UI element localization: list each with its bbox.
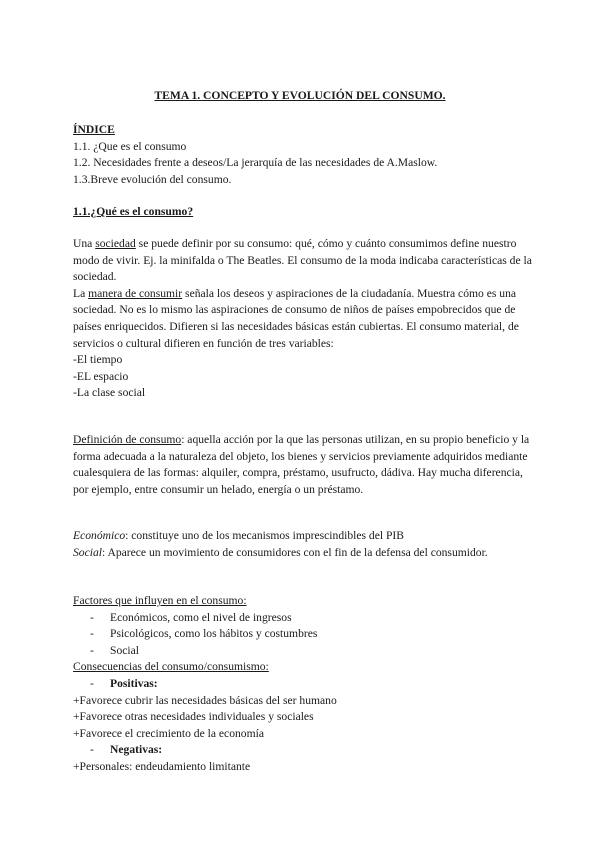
text-run: señala los deseos y aspiraciones de la ciudadanía. Muestra cómo es una sociedad. No es lo mismo las aspiraciones de consumo de niños de países empobrecidos que de países enriquecidos. Difieren si las necesidades básicas están cubiertas. El consumo material, de servicios o cultural difieren en función de tres variables:	[73, 286, 519, 350]
factor-text: Social	[110, 643, 139, 657]
dash-marker: -	[90, 610, 94, 624]
term-economico: Económico	[73, 529, 126, 542]
dash-marker: -	[90, 676, 94, 690]
definition-paragraph	[73, 432, 533, 498]
term-sociedad: sociedad	[95, 237, 136, 250]
factor-item	[73, 610, 533, 627]
text-run: La	[73, 286, 89, 300]
factor-text: Económicos, como el nivel de ingresos	[110, 610, 292, 624]
index-item: 1.1. ¿Que es el consumo	[73, 139, 187, 153]
paragraph	[73, 286, 533, 352]
negative-label-item	[73, 742, 533, 759]
index-heading: ÍNDICE	[73, 123, 115, 136]
text-run: : aquella acción por la que las personas utilizan, en su propio beneficio y la forma adecuada a la naturaleza del objeto, los bienes y servicios previamente adquiridos mediante cualesquiera de las formas: alquiler, compra, préstamo, usufructo, dádiva. Hay mucha diferencia, por ejemplo, entre consumir un helado, energía o un préstamo.	[73, 433, 530, 496]
factor-item	[73, 626, 533, 643]
paragraph	[73, 432, 533, 498]
term-definicion: Definición de consumo	[73, 433, 182, 446]
section-heading-block	[73, 204, 533, 221]
consequences-heading: Consecuencias del consumo/consumismo:	[73, 660, 269, 674]
paragraph	[73, 545, 533, 562]
paragraph-sociedad	[73, 236, 533, 402]
text-run: Una	[73, 237, 96, 250]
positive-item: +Favorece el crecimiento de la economía	[73, 726, 264, 740]
negative-label: Negativas:	[110, 743, 163, 757]
variable-item: -EL espacio	[73, 369, 129, 383]
negative-item: +Personales: endeudamiento limitante	[73, 759, 251, 773]
factor-item	[73, 643, 533, 660]
term-manera-de-consumir: manera de consumir	[88, 286, 183, 300]
text-run: : constituye uno de los mecanismos imprescindibles del PIB	[125, 529, 405, 542]
index-section	[73, 122, 533, 188]
positive-item: +Favorece otras necesidades individuales y sociales	[73, 710, 314, 724]
text-run: : Aparece un movimiento de consumidores con el fin de la defensa del consumidor.	[101, 545, 488, 559]
factor-text: Psicológicos, como los hábitos y costumbres	[110, 627, 318, 641]
term-social: Social	[73, 545, 102, 559]
positive-label: Positivas:	[110, 676, 158, 690]
text-run: se puede definir por su consumo: qué, cómo y cuánto consumimos define nuestro modo de vivir. Ej. la minifalda o The Beatles. El consumo de la moda indicaba características de la sociedad.	[73, 237, 532, 284]
dash-marker: -	[90, 743, 94, 757]
aspects-paragraph	[73, 528, 533, 561]
factors-heading: Factores que influyen en el consumo:	[73, 594, 247, 607]
factors-section	[73, 593, 533, 776]
section-heading: 1.1.¿Qué es el consumo?	[73, 205, 194, 218]
variable-item: -El tiempo	[73, 353, 123, 367]
index-item: 1.3.Breve evolución del consumo.	[73, 172, 232, 186]
document-title: TEMA 1. CONCEPTO Y EVOLUCIÓN DEL CONSUMO.	[154, 89, 446, 102]
index-item: 1.2. Necesidades frente a deseos/La jerarquía de las necesidades de A.Maslow.	[73, 156, 438, 170]
paragraph	[73, 528, 533, 545]
dash-marker: -	[90, 627, 94, 641]
paragraph	[73, 236, 533, 286]
variable-item: -La clase social	[73, 386, 146, 400]
dash-marker: -	[90, 643, 94, 657]
positive-item: +Favorece cubrir las necesidades básicas del ser humano	[73, 693, 337, 707]
positive-label-item	[73, 676, 533, 693]
